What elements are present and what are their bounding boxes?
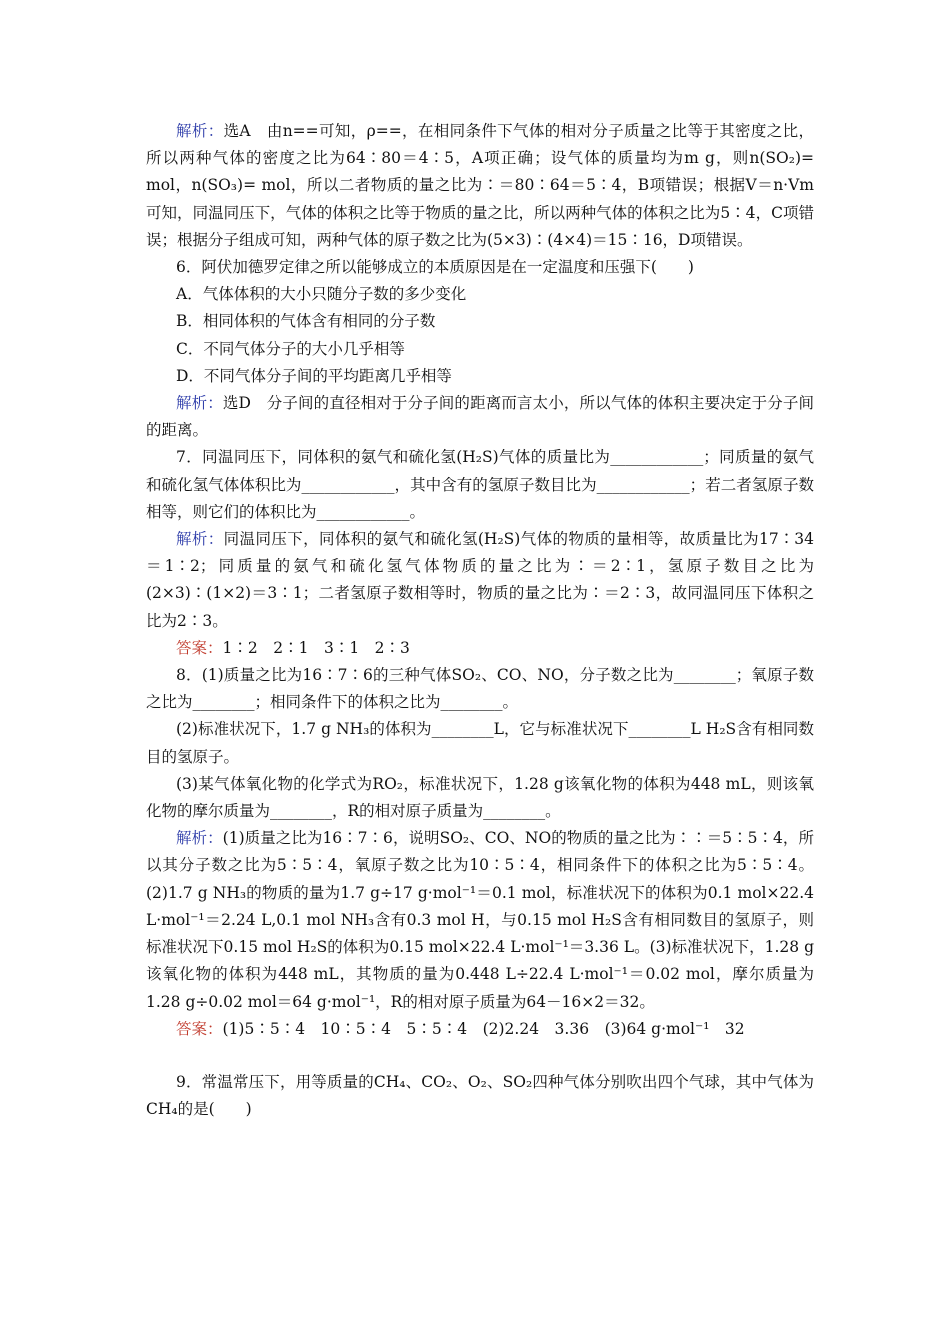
analysis-label: 解析： [176, 530, 224, 549]
q7-analysis [146, 526, 814, 635]
q5-analysis [146, 118, 814, 254]
analysis-label: 解析： [176, 122, 224, 140]
answer-label: 答案： [176, 638, 223, 657]
q7-stem: 7．同温同压下，同体积的氨气和硫化氢(H₂S)气体的质量比为____________；同质量的氨气和硫化氢气体体积比为____________，其中含有的氢原子数目比为____________；若二者氢原子数相等，则它们的体积比为____________。 [146, 448, 814, 521]
section-spacer [146, 1043, 814, 1069]
q8-stem-1: 8．(1)质量之比为16∶7∶6的三种气体SO₂、CO、NO，分子数之比为________；氧原子数之比为________；相同条件下的体积之比为________。 [146, 666, 814, 712]
q8-stem-3: (3)某气体氧化物的化学式为RO₂，标准状况下，1.28 g该氧化物的体积为448 mL，则该氧化物的摩尔质量为________，R的相对原子质量为________。 [146, 774, 814, 821]
q6-option-b: B．相同体积的气体含有相同的分子数 [176, 312, 436, 331]
q6-stem: 6．阿伏加德罗定律之所以能够成立的本质原因是在一定温度和压强下( ) [176, 258, 694, 277]
analysis-text: 同温同压下，同体积的氨气和硫化氢(H₂S)气体的物质的量相等，故质量比为17∶34＝1∶2；同质量的氨气和硫化氢气体物质的量之比为∶＝2∶1，氢原子数目之比为(2×3)∶(1×2)＝3∶1；二者氢原子数相等时，物质的量之比为∶＝2∶3，故同温同压下体积之比为2∶3。 [146, 530, 814, 630]
q6-option-d: D．不同气体分子间的平均距离几乎相等 [176, 366, 452, 385]
answer-text: 1∶2 2∶1 3∶1 2∶3 [222, 638, 410, 657]
q6-option-c: C．不同气体分子的大小几乎相等 [176, 339, 405, 358]
analysis-label: 解析： [176, 829, 223, 848]
q7-answer [146, 635, 814, 662]
analysis-text: (1)质量之比为16∶7∶6，说明SO₂、CO、NO的物质的量之比为∶∶＝5∶5∶4，所以其分子数之比为5∶5∶4，氧原子数之比为10∶5∶4，相同条件下的体积之比为5∶5∶4。(2)1.7 g NH₃的物质的量为1.7 g÷17 g·mol⁻¹＝0.1 mol，标准状况下的体积为0.1 mol×22.4 L·mol⁻¹＝2.24 L,0.1 mol NH₃含有0.3 mol H，与0.15 mol H₂S含有相同数目的氢原子，则标准状况下0.15 mol H₂S的体积为0.15 mol×22.4 L·mol⁻¹＝3.36 L。(3)标准状况下，1.28 g该氧化物的体积为448 mL，其物质的量为0.448 L÷22.4 L·mol⁻¹＝0.02 mol，摩尔质量为1.28 g÷0.02 mol＝64 g·mol⁻¹，R的相对原子质量为64－16×2＝32。 [146, 829, 814, 1011]
analysis-text: 选A 由n==可知，ρ==，在相同条件下气体的相对分子质量之比等于其密度之比，所以两种气体的密度之比为64∶80＝4∶5，A项正确；设气体的质量均为m g，则n(SO₂)= mol，n(SO₃)= mol，所以二者物质的量之比为∶＝80∶64＝5∶4，B项错误；根据V＝n·Vm可知，同温同压下，气体的体积之比等于物质的量之比，所以两种气体的体积之比为5∶4，C项错误；根据分子组成可知，两种气体的原子数之比为(5×3)∶(4×4)＝15∶16，D项错误。 [146, 122, 814, 249]
analysis-label: 解析： [176, 394, 223, 413]
q8-stem-2: (2)标准状况下，1.7 g NH₃的体积为________L，它与标准状况下________L H₂S含有相同数目的氢原子。 [146, 720, 814, 766]
answer-text: (1)5∶5∶4 10∶5∶4 5∶5∶4 (2)2.24 3.36 (3)64 g·mol⁻¹ 32 [222, 1019, 745, 1038]
q8-analysis [146, 825, 814, 1015]
q6-analysis [146, 390, 814, 444]
q6-option-a: A．气体体积的大小只随分子数的多少变化 [176, 285, 467, 304]
q9-stem: 9．常温常压下，用等质量的CH₄、CO₂、O₂、SO₂四种气体分别吹出四个气球，其中气体为CH₄的是( ) [146, 1072, 814, 1119]
analysis-text: 选D 分子间的直径相对于分子间的距离而言太小，所以气体的体积主要决定于分子间的距离。 [146, 394, 814, 440]
q8-answer [146, 1016, 814, 1043]
answer-label: 答案： [176, 1019, 223, 1038]
